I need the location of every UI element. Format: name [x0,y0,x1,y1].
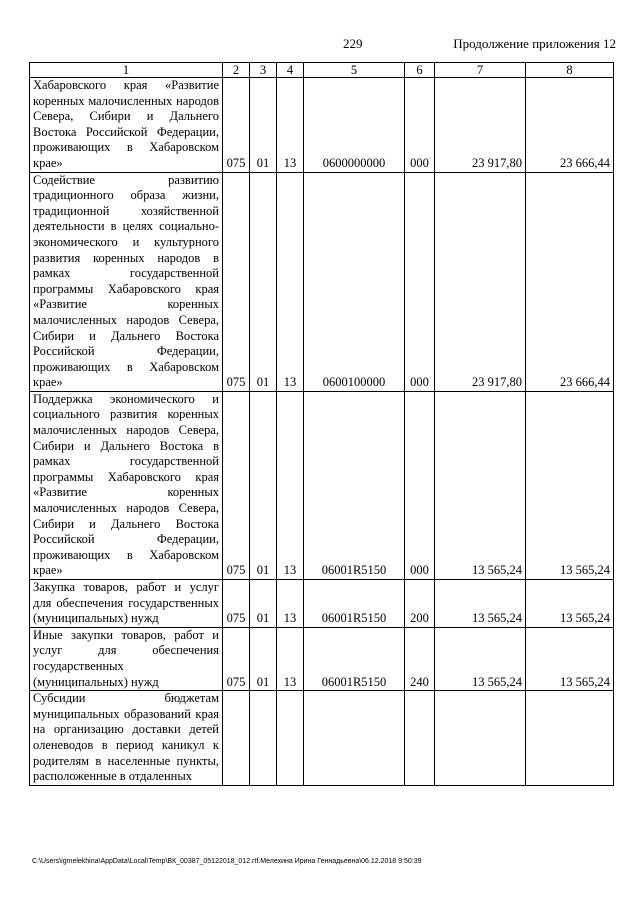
expense-type-cell: 240 [405,627,435,690]
table-row [30,627,614,690]
subsection-code-cell [277,691,304,786]
column-header: 3 [250,63,277,78]
subsection-code-cell: 13 [277,627,304,690]
section-code-cell: 01 [250,391,277,579]
column-header: 8 [526,63,614,78]
budget-table [29,62,614,786]
table-header-row [30,63,614,78]
subsection-code-cell: 13 [277,78,304,173]
row-name-cell: Хабаровского края «Развитие коренных малочисленных народов Севера, Сибири и Дальнего Востока Российской Федерации, проживающих в Хабаровском крае» [30,78,223,173]
amount-col8-cell: 13 565,24 [526,391,614,579]
subsection-code-cell: 13 [277,580,304,628]
column-header: 1 [30,63,223,78]
column-header: 5 [304,63,405,78]
target-article-cell: 0600100000 [304,172,405,391]
expense-type-cell: 200 [405,580,435,628]
row-name-cell: Закупка товаров, работ и услуг для обеспечения государственных (муниципальных) нужд [30,580,223,628]
amount-col7-cell: 13 565,24 [435,580,526,628]
amount-col7-cell: 23 917,80 [435,78,526,173]
row-name-cell: Субсидии бюджетам муниципальных образований края на организацию доставки детей оленеводов в период каникул к родителям в населенные пункты, расположенные в отдаленных [30,691,223,786]
expense-type-cell: 000 [405,391,435,579]
ministry-code-cell: 075 [223,580,250,628]
subsection-code-cell: 13 [277,391,304,579]
column-header: 4 [277,63,304,78]
ministry-code-cell: 075 [223,391,250,579]
amount-col8-cell: 23 666,44 [526,172,614,391]
table-row [30,78,614,173]
amount-col7-cell [435,691,526,786]
column-header: 7 [435,63,526,78]
amount-col7-cell: 13 565,24 [435,391,526,579]
section-code-cell: 01 [250,627,277,690]
column-header: 6 [405,63,435,78]
ministry-code-cell: 075 [223,627,250,690]
table-row [30,580,614,628]
subsection-code-cell: 13 [277,172,304,391]
expense-type-cell: 000 [405,172,435,391]
amount-col7-cell: 13 565,24 [435,627,526,690]
amount-col8-cell [526,691,614,786]
section-code-cell [250,691,277,786]
section-code-cell: 01 [250,172,277,391]
file-path-footer: C:\Users\igmelekhina\AppData\Local\Temp\ВК_00387_05122018_012.rtf.Мелехина Ирина Геннадьевна\06.12.2018 9:50:39 [32,858,422,865]
ministry-code-cell: 075 [223,172,250,391]
table-row [30,172,614,391]
expense-type-cell: 000 [405,78,435,173]
table-row [30,691,614,786]
section-code-cell: 01 [250,78,277,173]
table-row [30,391,614,579]
appendix-continuation-label: Продолжение приложения 12 [453,36,616,51]
row-name-cell: Поддержка экономического и социального развития коренных малочисленных народов Севера, Сибири и Дальнего Востока в рамках государственной программы Хабаровского края «Развитие коренных малочисленных народов Севера, Сибири и Дальнего Востока Российской Федерации, проживающих в Хабаровском крае» [30,391,223,579]
expense-type-cell [405,691,435,786]
row-name-cell: Иные закупки товаров, работ и услуг для обеспечения государственных (муниципальных) нужд [30,627,223,690]
page-number: 229 [343,36,363,51]
amount-col8-cell: 13 565,24 [526,627,614,690]
target-article-cell: 06001R5150 [304,627,405,690]
ministry-code-cell [223,691,250,786]
amount-col8-cell: 23 666,44 [526,78,614,173]
target-article-cell: 06001R5150 [304,391,405,579]
row-name-cell: Содействие развитию традиционного образа жизни, традиционной хозяйственной деятельности в целях социально-экономического и культурного развития коренных народов в рамках государственной программы Хабаровского края «Развитие коренных малочисленных народов Севера, Сибири и Дальнего Востока Российской Федерации, проживающих в Хабаровском крае» [30,172,223,391]
column-header: 2 [223,63,250,78]
target-article-cell: 06001R5150 [304,580,405,628]
section-code-cell: 01 [250,580,277,628]
ministry-code-cell: 075 [223,78,250,173]
amount-col7-cell: 23 917,80 [435,172,526,391]
amount-col8-cell: 13 565,24 [526,580,614,628]
target-article-cell [304,691,405,786]
target-article-cell: 0600000000 [304,78,405,173]
